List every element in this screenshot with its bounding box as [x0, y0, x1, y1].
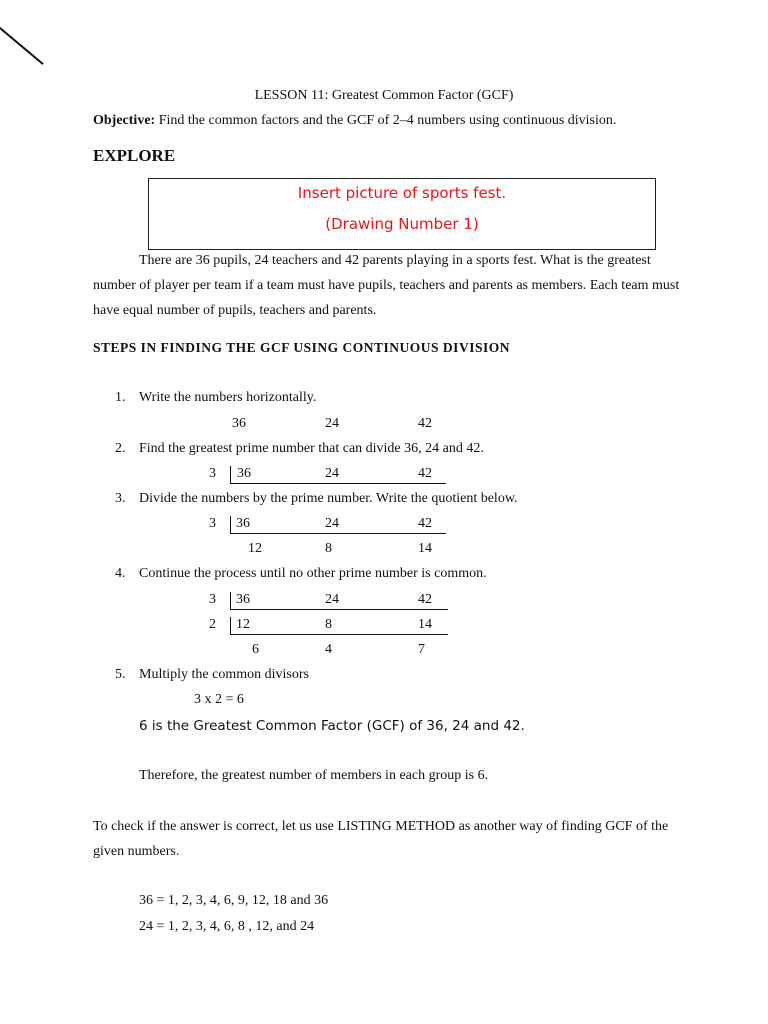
step-text: Continue the process until no other prime number is common.: [139, 566, 487, 581]
number-value: 36: [236, 516, 250, 531]
step-text: Find the greatest prime number that can divide 36, 24 and 42.: [139, 441, 484, 456]
division-bracket: [230, 617, 231, 634]
number-value: 24: [325, 592, 339, 607]
gcf-statement: 6 is the Greatest Common Factor (GCF) of 36, 24 and 42.: [139, 718, 525, 734]
picture-placeholder-line1: Insert picture of sports fest.: [297, 184, 507, 202]
division-bracket: [230, 516, 231, 533]
divisor-value: 2: [209, 617, 216, 632]
picture-placeholder-line2: (Drawing Number 1): [325, 215, 479, 233]
divisor-value: 3: [209, 516, 216, 531]
number-value: 24: [325, 516, 339, 531]
picture-placeholder-box: [148, 178, 656, 250]
number-value: 42: [418, 466, 432, 481]
problem-paragraph: There are 36 pupils, 24 teachers and 42 parents playing in a sports fest. What is the greatest number of player per team if a team must have pupils, teachers and parents as members. Each team must have equal number of pupils, teachers and parents.: [93, 253, 680, 318]
quotient-value: 14: [418, 541, 432, 556]
division-underline: [230, 533, 446, 534]
explore-heading: EXPLORE: [93, 146, 176, 165]
number-value: 42: [418, 516, 432, 531]
corner-decoration-line: [0, 22, 44, 65]
number-value: 42: [418, 592, 432, 607]
step-text: Multiply the common divisors: [139, 667, 309, 682]
number-value: 36: [236, 592, 250, 607]
listing-line: 24 = 1, 2, 3, 4, 6, 8 , 12, and 24: [139, 919, 315, 934]
steps-heading: STEPS IN FINDING THE GCF USING CONTINUOUS DIVISION: [93, 340, 510, 355]
step-number: 4.: [115, 566, 126, 581]
divisor-value: 3: [209, 592, 216, 607]
step-text: Write the numbers horizontally.: [139, 390, 317, 405]
quotient-value: 12: [248, 541, 262, 556]
divisor-value: 3: [209, 466, 216, 481]
lesson-title: LESSON 11: Greatest Common Factor (GCF): [254, 88, 514, 103]
objective-text: Find the common factors and the GCF of 2–4 numbers using continuous division.: [155, 113, 617, 128]
step-number: 2.: [115, 441, 126, 456]
division-underline: [230, 634, 448, 635]
step-number: 5.: [115, 667, 126, 682]
listing-line: 36 = 1, 2, 3, 4, 6, 9, 12, 18 and 36: [139, 893, 329, 908]
objective: [93, 113, 616, 129]
step-number: 1.: [115, 390, 126, 405]
quotient-value: 7: [418, 642, 425, 657]
product-equation: 3 x 2 = 6: [194, 692, 244, 707]
number-value: 24: [325, 416, 339, 431]
quotient-value: 8: [325, 617, 332, 632]
step-number: 3.: [115, 491, 126, 506]
number-value: 36: [237, 466, 251, 481]
quotient-value: 4: [325, 642, 332, 657]
quotient-value: 12: [236, 617, 250, 632]
quotient-value: 14: [418, 617, 432, 632]
conclusion-text: Therefore, the greatest number of members in each group is 6.: [139, 768, 489, 783]
quotient-value: 6: [252, 642, 259, 657]
quotient-value: 8: [325, 541, 332, 556]
number-value: 24: [325, 466, 339, 481]
division-bracket: [230, 466, 231, 483]
number-value: 36: [232, 416, 246, 431]
division-underline: [230, 609, 448, 610]
check-paragraph: To check if the answer is correct, let us use LISTING METHOD as another way of finding GCF of the given numbers.: [93, 819, 669, 859]
step-text: Divide the numbers by the prime number. Write the quotient below.: [139, 491, 518, 506]
division-underline: [230, 483, 446, 484]
number-value: 42: [418, 416, 432, 431]
objective-label: Objective:: [93, 113, 156, 128]
division-bracket: [230, 592, 231, 609]
